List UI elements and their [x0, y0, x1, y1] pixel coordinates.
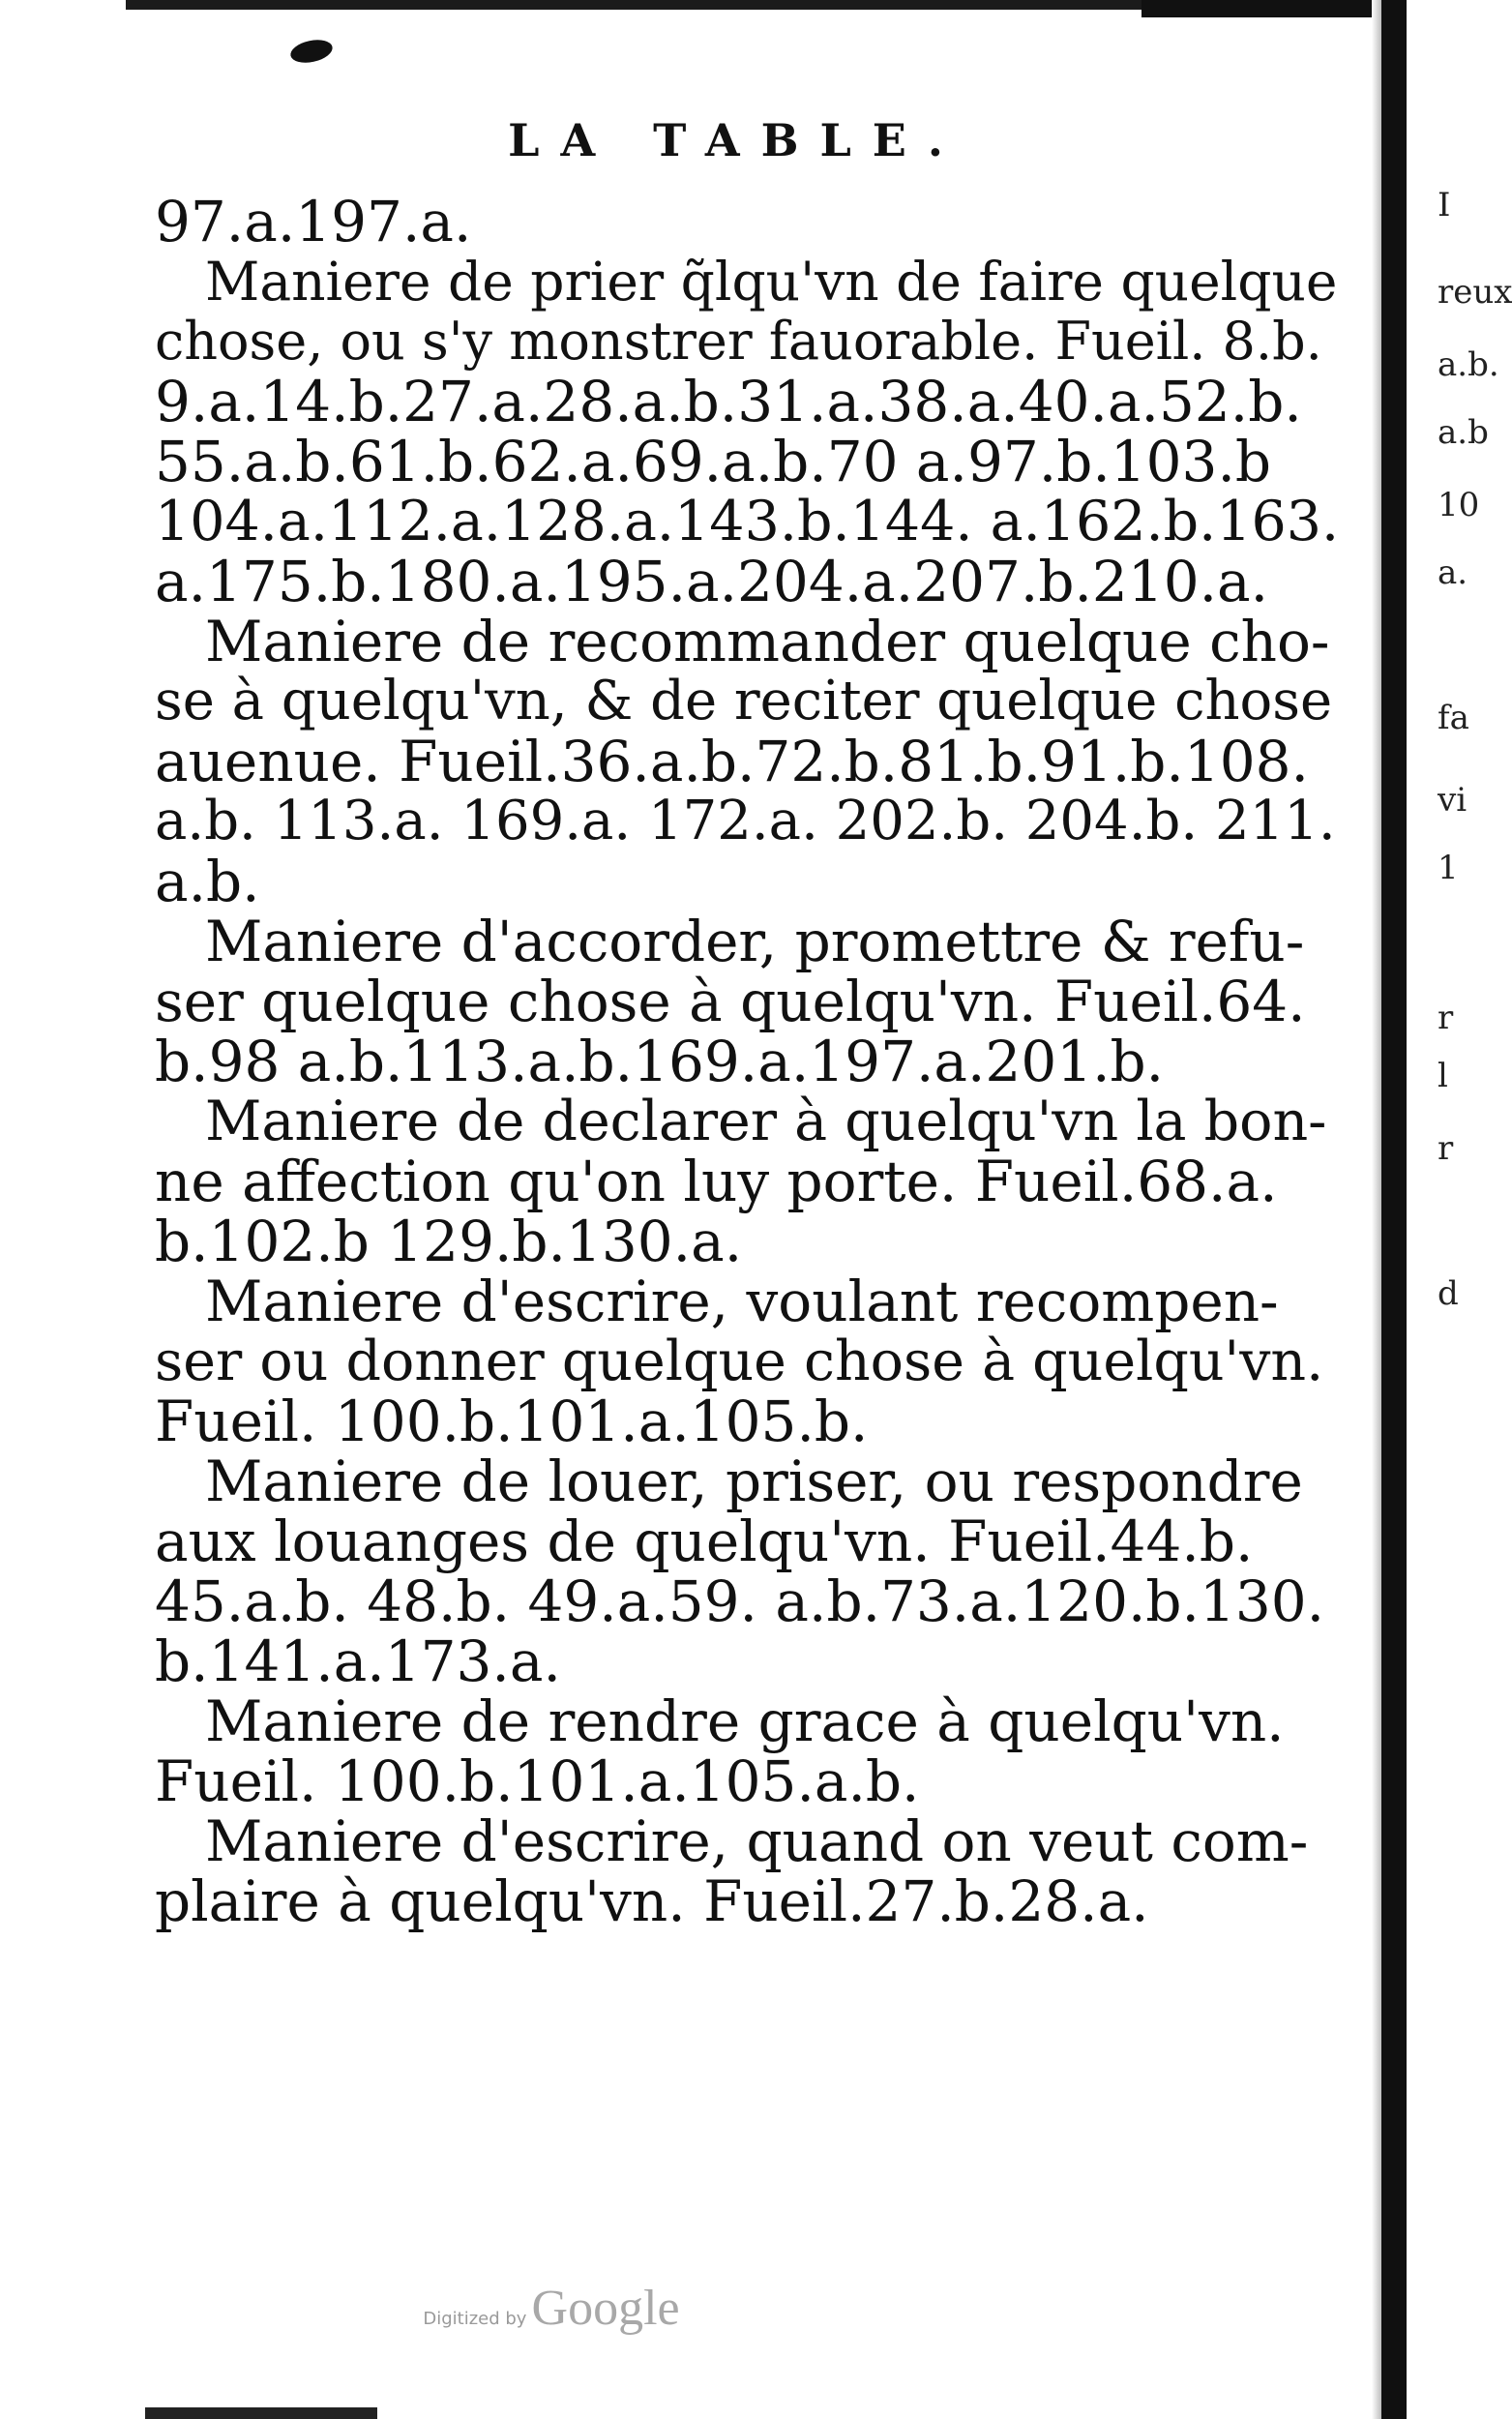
text-line: Maniere de louer, priser, ou respondre	[205, 1448, 1303, 1514]
facing-page-fragment: vi	[1438, 781, 1468, 820]
text-line: b.102.b 129.b.130.a.	[155, 1209, 743, 1274]
text-line: Maniere d'escrire, voulant recompen-	[205, 1269, 1279, 1334]
text-line: Maniere de rendre grace à quelqu'vn.	[205, 1688, 1285, 1754]
text-line: Maniere d'accorder, promettre & refu-	[205, 909, 1305, 974]
facing-page-fragment: I	[1438, 186, 1451, 224]
facing-page-fragment: 10	[1438, 486, 1480, 524]
facing-page-fragment: d	[1438, 1274, 1459, 1313]
google-wordmark: Google	[531, 2281, 680, 2336]
text-line: a.b.	[155, 849, 260, 914]
text-line: 9.a.14.b.27.a.28.a.b.31.a.38.a.40.a.52.b.	[155, 369, 1302, 434]
ink-blot	[288, 37, 335, 67]
text-line: 45.a.b. 48.b. 49.a.59. a.b.73.a.120.b.130.	[155, 1568, 1325, 1634]
text-line: Fueil. 100.b.101.a.105.b.	[155, 1389, 869, 1454]
facing-page-fragment: reux	[1438, 273, 1512, 312]
text-line: Maniere de recommander quelque cho-	[205, 609, 1330, 674]
facing-page-fragment: a.	[1438, 553, 1468, 592]
text-line: se à quelqu'vn, & de reciter quelque chose	[155, 670, 1333, 732]
text-line: chose, ou s'y monstrer fauorable. Fueil. 8.b.	[155, 311, 1322, 372]
gutter-shadow	[1372, 0, 1381, 2419]
text-line: plaire à quelqu'vn. Fueil.27.b.28.a.	[155, 1868, 1149, 1934]
text-line: 97.a.197.a.	[155, 189, 472, 254]
facing-page-fragment: r	[1438, 1129, 1454, 1168]
text-line: Fueil. 100.b.101.a.105.a.b.	[155, 1748, 920, 1814]
text-line: aux louanges de quelqu'vn. Fueil.44.b.	[155, 1508, 1254, 1574]
facing-page-fragment: r	[1438, 999, 1454, 1037]
binding-gutter	[1381, 0, 1407, 2419]
facing-page-fragment: l	[1438, 1057, 1448, 1095]
facing-page-fragment: a.b.	[1438, 345, 1499, 384]
facing-page-fragment: fa	[1438, 699, 1469, 737]
text-line: Maniere de declarer à quelqu'vn la bon-	[205, 1090, 1327, 1153]
digitized-label: Digitized by	[423, 2309, 527, 2329]
digitized-by-google-watermark	[0, 2280, 1103, 2337]
top-page-edge	[126, 0, 1287, 10]
running-title: LA TABLE.	[508, 114, 964, 166]
text-line: Maniere d'escrire, quand on veut com-	[205, 1808, 1309, 1874]
text-line: a.b. 113.a. 169.a. 172.a. 202.b. 204.b. 211.	[155, 790, 1336, 852]
text-line: auenue. Fueil.36.a.b.72.b.81.b.91.b.108.	[155, 729, 1309, 794]
text-line: b.141.a.173.a.	[155, 1628, 561, 1694]
facing-page-fragment: a.b	[1438, 413, 1489, 452]
index-text-block	[155, 189, 1340, 1934]
facing-page-fragment: 1	[1438, 849, 1459, 887]
text-line: 55.a.b.61.b.62.a.69.a.b.70 a.97.b.103.b	[155, 429, 1272, 494]
text-line: 104.a.112.a.128.a.143.b.144. a.162.b.163.	[155, 490, 1340, 553]
bottom-page-edge	[145, 2407, 377, 2419]
text-line: ser quelque chose à quelqu'vn. Fueil.64.	[155, 969, 1306, 1034]
text-line: ne affection qu'on luy porte. Fueil.68.a.	[155, 1149, 1278, 1214]
text-line: a.175.b.180.a.195.a.204.a.207.b.210.a.	[155, 549, 1269, 614]
text-line: b.98 a.b.113.a.b.169.a.197.a.201.b.	[155, 1029, 1165, 1094]
text-line: ser ou donner quelque chose à quelqu'vn.	[155, 1329, 1324, 1393]
text-line: Maniere de prier q̃lqu'vn de faire quelque	[205, 251, 1338, 313]
